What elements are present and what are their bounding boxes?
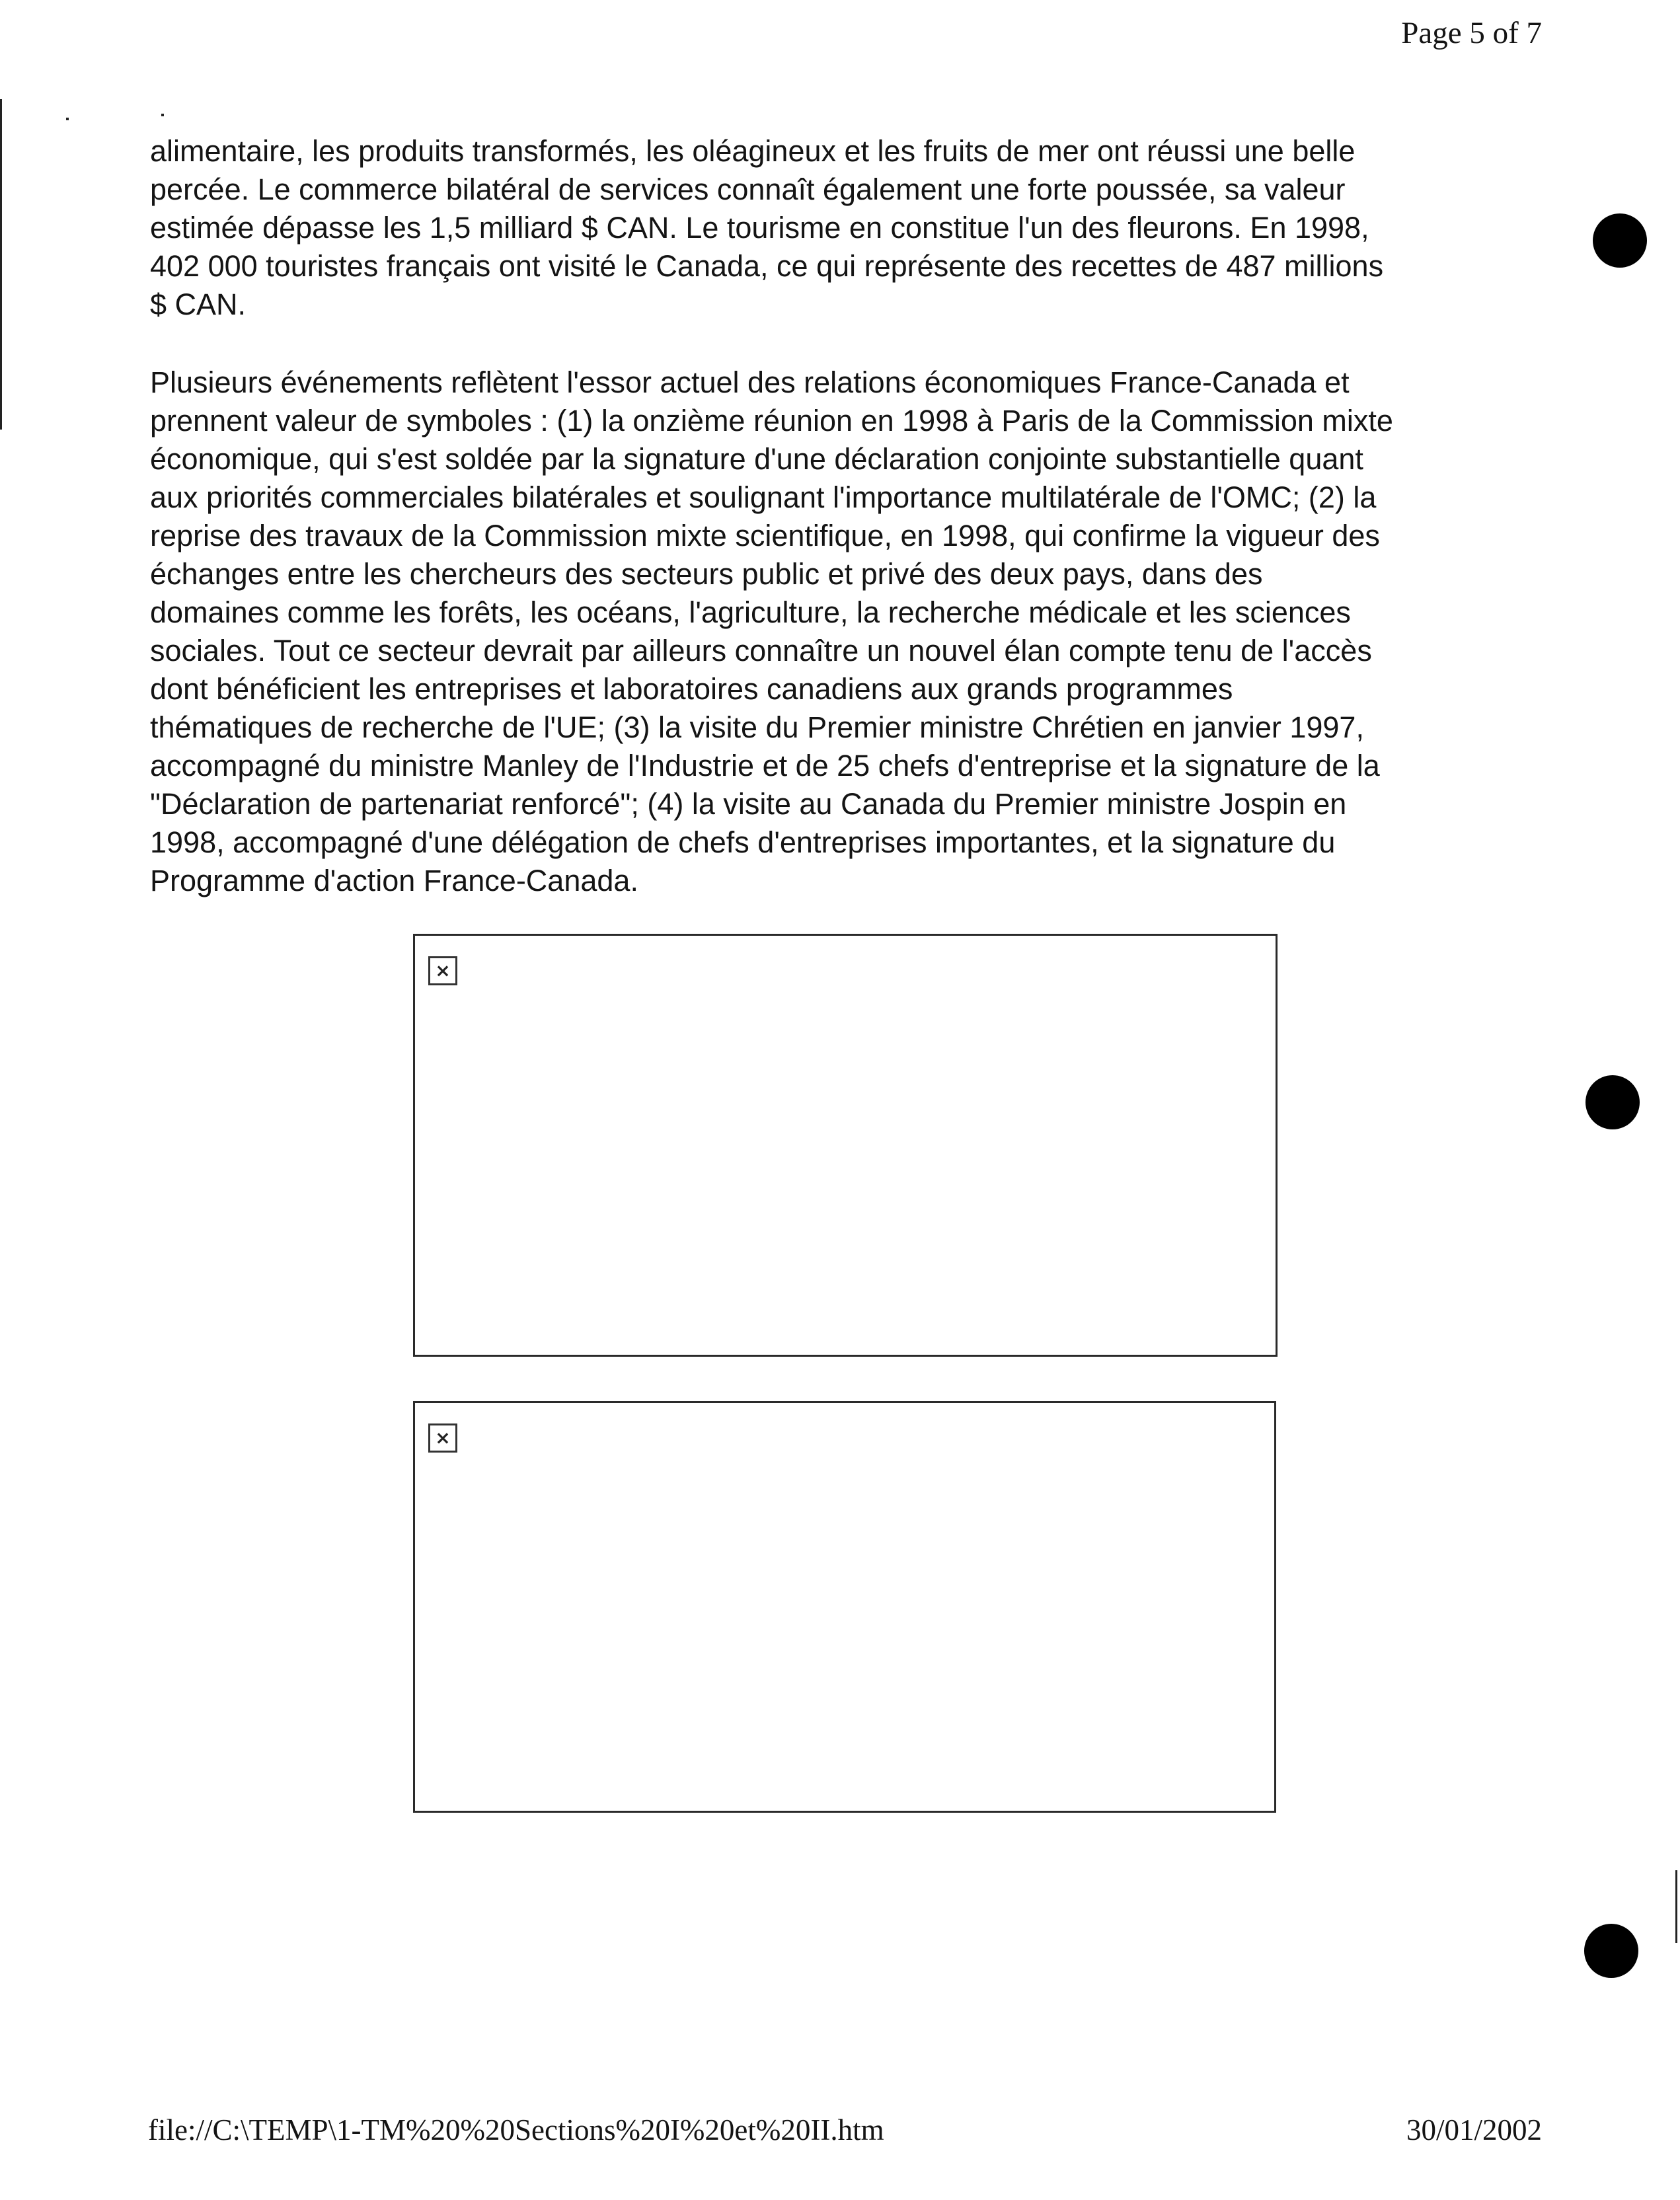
text-line: alimentaire, les produits transformés, les oléagineux et les fruits de mer ont réussi une belle xyxy=(150,134,1355,168)
text-line: 1998, accompagné d'une délégation de chefs d'entreprises importantes, et la signature du xyxy=(150,825,1336,859)
text-line: accompagné du ministre Manley de l'Industrie et de 25 chefs d'entreprise et la signature de la xyxy=(150,749,1380,782)
text-line: prennent valeur de symboles : (1) la onzième réunion en 1998 à Paris de la Commission mixte xyxy=(150,404,1393,437)
text-line: "Déclaration de partenariat renforcé"; (4) la visite au Canada du Premier ministre Jospin en xyxy=(150,787,1347,821)
text-line: aux priorités commerciales bilatérales et soulignant l'importance multilatérale de l'OMC; (2) la xyxy=(150,480,1377,514)
text-line: sociales. Tout ce secteur devrait par ailleurs connaître un nouvel élan compte tenu de l'accès xyxy=(150,634,1372,667)
footer-file-path: file://C:\TEMP\1-TM%20%20Sections%20I%20et%20II.htm xyxy=(148,2113,884,2146)
text-line: 402 000 touristes français ont visité le Canada, ce qui représente des recettes de 487 millions xyxy=(150,249,1384,283)
scan-speck xyxy=(161,114,164,116)
broken-image-placeholder-2 xyxy=(413,1401,1276,1813)
text-line: domaines comme les forêts, les océans, l'agriculture, la recherche médicale et les sciences xyxy=(150,595,1351,629)
page-footer xyxy=(0,2107,1680,2153)
text-line: $ CAN. xyxy=(150,287,247,321)
footer-date: 30/01/2002 xyxy=(1406,2113,1542,2146)
page-number: Page 5 of 7 xyxy=(1401,16,1542,50)
text-line: dont bénéficient les entreprises et laboratoires canadiens aux grands programmes xyxy=(150,672,1233,706)
text-line: Plusieurs événements reflètent l'essor actuel des relations économiques France-Canada et xyxy=(150,365,1350,399)
scan-edge-mark xyxy=(0,99,2,430)
text-line: percée. Le commerce bilatéral de services connaît également une forte poussée, sa valeur xyxy=(150,172,1346,206)
scan-speck xyxy=(66,118,69,120)
document-body xyxy=(150,132,1551,900)
text-line: échanges entre les chercheurs des secteurs public et privé des deux pays, dans des xyxy=(150,557,1263,591)
paragraph-1 xyxy=(150,132,1551,324)
binder-hole xyxy=(1593,213,1647,268)
text-line: estimée dépasse les 1,5 milliard $ CAN. Le tourisme en constitue l'un des fleurons. En 1998, xyxy=(150,211,1369,245)
broken-image-placeholder-1 xyxy=(413,934,1278,1357)
text-line: reprise des travaux de la Commission mixte scientifique, en 1998, qui confirme la vigueur des xyxy=(150,519,1380,552)
scan-edge-mark xyxy=(1675,1870,1677,1943)
broken-image-icon: × xyxy=(428,956,457,985)
binder-hole xyxy=(1584,1924,1638,1978)
text-line: thématiques de recherche de l'UE; (3) la visite du Premier ministre Chrétien en janvier 1997, xyxy=(150,710,1364,744)
paragraph-2 xyxy=(150,363,1551,900)
binder-hole xyxy=(1585,1075,1640,1129)
broken-image-icon: × xyxy=(428,1423,457,1453)
text-line: Programme d'action France-Canada. xyxy=(150,864,638,897)
text-line: économique, qui s'est soldée par la signature d'une déclaration conjointe substantielle quant xyxy=(150,442,1363,476)
